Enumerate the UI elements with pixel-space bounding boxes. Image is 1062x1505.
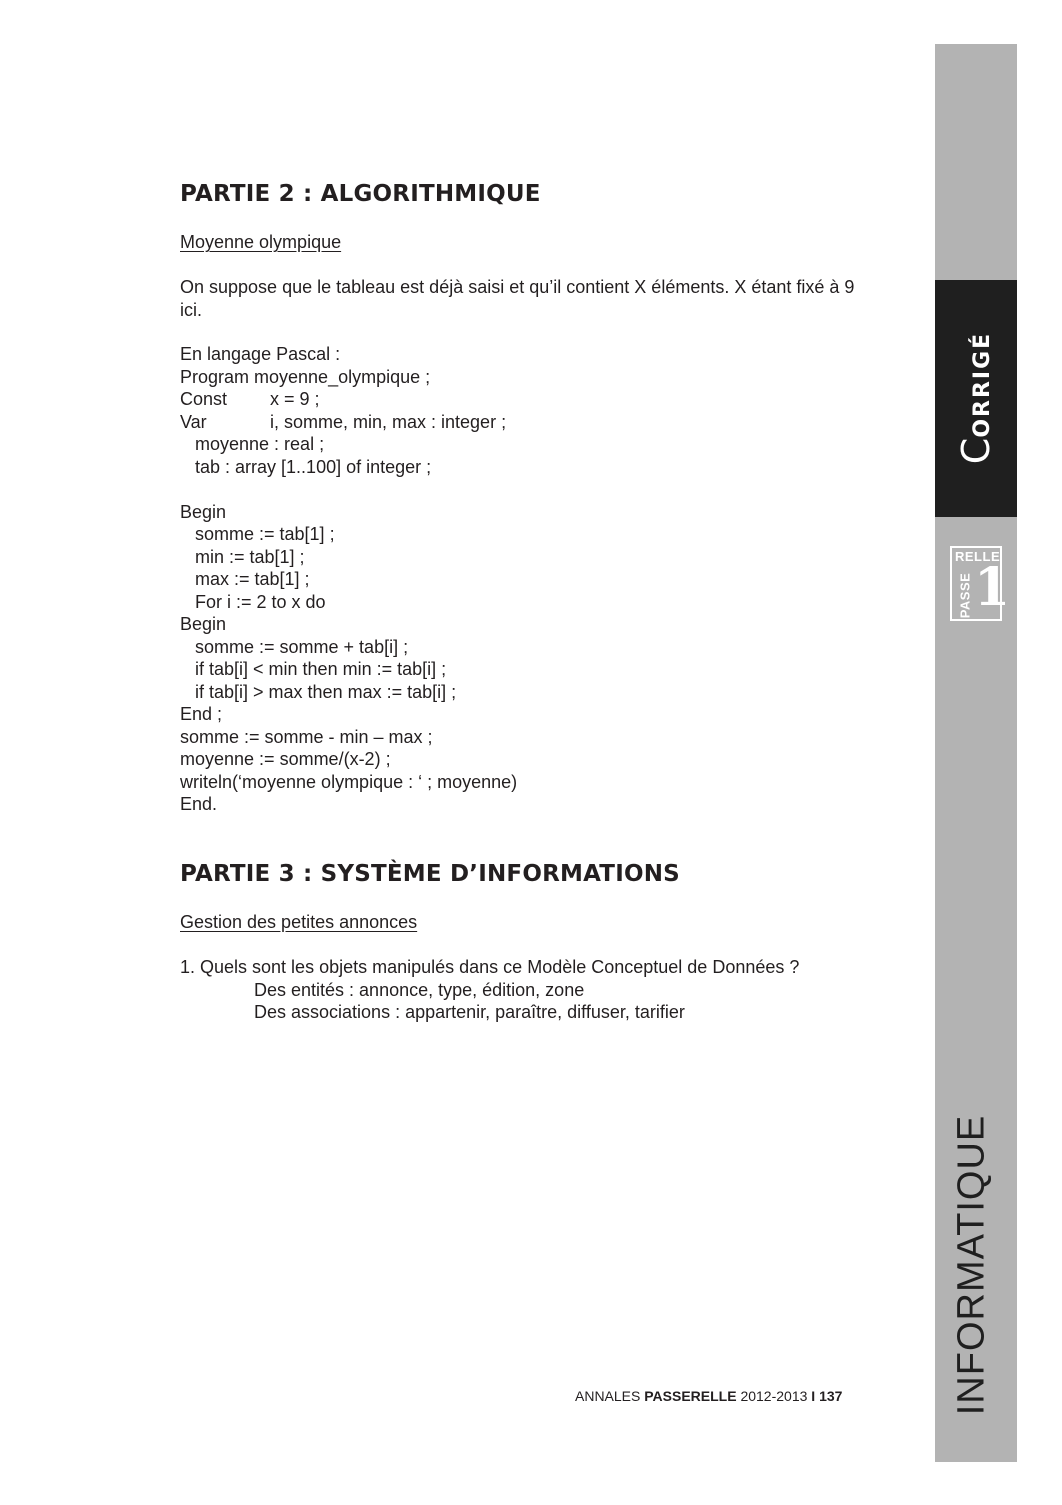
corrige-first-letter: C (954, 437, 998, 465)
answer-line-entities: Des entités : annonce, type, édition, zone (254, 979, 585, 1000)
footer-separator: I (811, 1388, 816, 1404)
code-line: min := tab[1] ; (180, 546, 305, 567)
code-line: somme := somme + tab[i] ; (180, 636, 409, 657)
section-label: INFORMATIQUE (950, 1114, 993, 1416)
code-declaration: i, somme, min, max : integer ; (270, 411, 507, 432)
code-keyword: Const (180, 389, 228, 409)
code-line: En langage Pascal : (180, 344, 341, 364)
code-line: moyenne := somme/(x-2) ; (180, 749, 391, 769)
partie3-title: PARTIE 3 : SYSTÈME D’INFORMATIONS (180, 861, 680, 887)
partie2-title: PARTIE 2 : ALGORITHMIQUE (180, 181, 541, 207)
code-line: somme := tab[1] ; (180, 524, 335, 544)
footer-brand: PASSERELLE (644, 1388, 737, 1404)
code-line (180, 411, 517, 434)
code-line: Program moyenne_olympique ; (180, 366, 431, 387)
code-line: if tab[i] < min then min := tab[i] ; (180, 659, 447, 679)
pascal-code-block (180, 343, 517, 816)
code-declaration: x = 9 ; (270, 389, 320, 409)
code-line: Begin (180, 501, 227, 522)
corrige-label (954, 332, 998, 464)
code-line: max := tab[1] ; (180, 569, 310, 589)
page-footer (575, 1388, 842, 1404)
logo-relle-text: RELLE (955, 549, 1001, 564)
code-line: somme := somme - min – max ; (180, 726, 433, 747)
code-line: End. (180, 794, 218, 814)
footer-year: 2012-2013 (736, 1388, 812, 1404)
partie2-intro: On suppose que le tableau est déjà saisi et qu’il contient X éléments. X étant fixé à 9 ici. (180, 277, 855, 320)
partie3-question-block (180, 956, 799, 1024)
code-line: End ; (180, 704, 223, 724)
code-line: moyenne : real ; (180, 434, 325, 454)
code-line (180, 478, 517, 501)
code-line: Begin (180, 614, 227, 634)
code-line: if tab[i] > max then max := tab[i] ; (180, 681, 457, 702)
passerelle-logo (950, 546, 1011, 621)
footer-prefix: ANNALES (575, 1388, 645, 1404)
code-line (180, 388, 517, 411)
answer-line-associations: Des associations : appartenir, paraître, diffuser, tarifier (254, 1002, 685, 1022)
partie3-subtitle: Gestion des petites annonces (180, 912, 418, 932)
question-line: 1. Quels sont les objets manipulés dans ce Modèle Conceptuel de Données ? (180, 957, 800, 977)
footer-page-number: 137 (815, 1388, 843, 1404)
code-keyword: Var (180, 411, 207, 432)
code-line: writeln(‘moyenne olympique : ‘ ; moyenne) (180, 771, 518, 792)
partie2-subtitle: Moyenne olympique (180, 232, 342, 252)
logo-number: 1 (974, 557, 1011, 618)
corrige-rest: ORRIGÉ (970, 331, 995, 438)
logo-passe-text: PASSE (957, 572, 973, 619)
code-line: tab : array [1..100] of integer ; (180, 456, 432, 477)
code-line: For i := 2 to x do (180, 591, 326, 612)
